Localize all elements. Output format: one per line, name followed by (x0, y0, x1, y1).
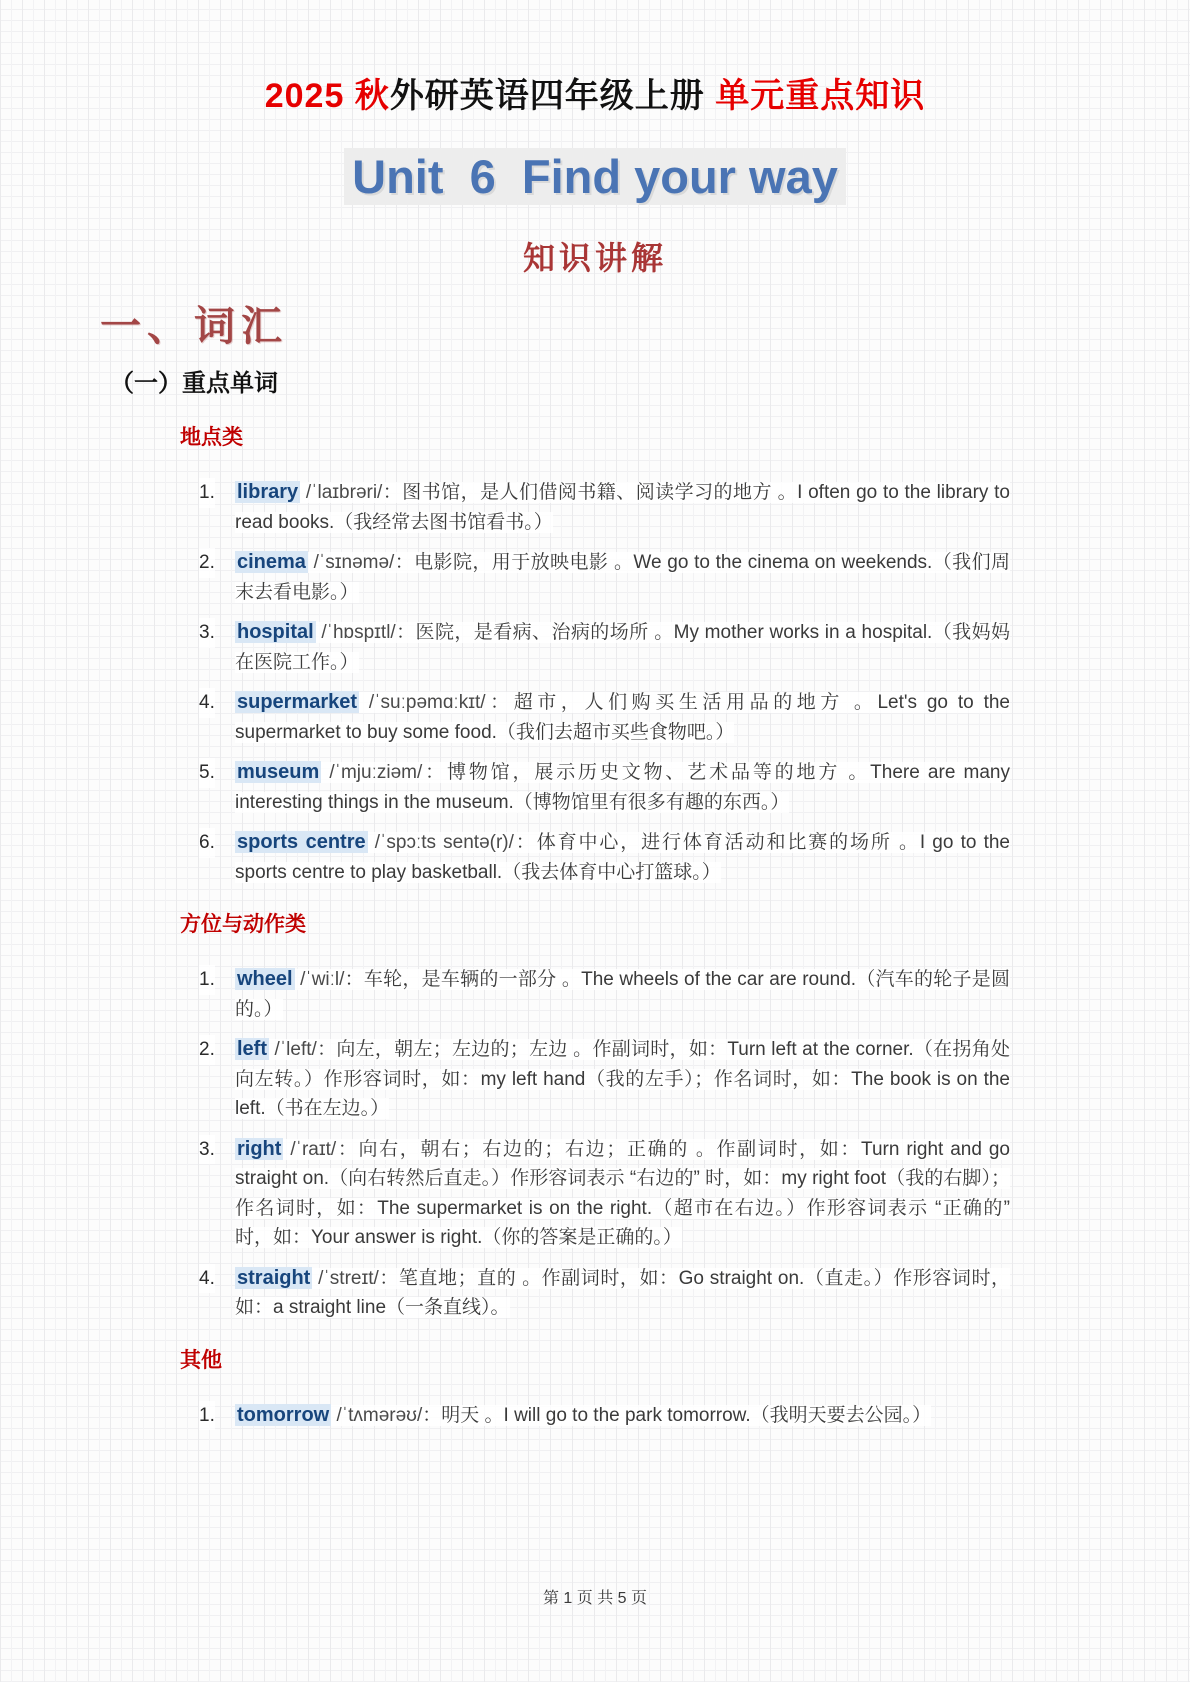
vocab-item (199, 478, 1010, 537)
vocab-item (199, 1264, 1010, 1323)
vocab-word: tomorrow (237, 1403, 330, 1426)
vocab-word: wheel (237, 968, 293, 990)
vocab-definition: ：体育中心，进行体育活动和比赛的场所 。I go to the sports centre to play basketball.（我去体育中心打篮球。） (235, 832, 1011, 883)
vocab-definition: ：明天 。I will go to the park tomorrow.（我明天要去公园。） (422, 1404, 932, 1426)
vocab-item-number: 6. (199, 828, 215, 858)
vocab-group-heading: 地点类 (180, 426, 243, 449)
vocab-list (199, 478, 1011, 887)
unit-title-text: Unit 6 Find your way (344, 148, 846, 205)
vocab-phonetic: /ˈraɪt/ (283, 1138, 337, 1160)
vocab-item (199, 1401, 1010, 1431)
vocab-phonetic: /ˈhɒspɪtl/ (315, 622, 396, 643)
vocab-phonetic: /ˈtʌmərəʊ/ (331, 1404, 423, 1426)
vocab-word: library (237, 481, 299, 503)
vocab-word: supermarket (237, 691, 358, 713)
vocab-word: sports centre (237, 831, 366, 853)
vocab-item (199, 758, 1010, 817)
vocab-item-number: 3. (199, 618, 215, 648)
vocab-phonetic: /ˈstreɪt/ (312, 1267, 379, 1289)
vocab-phonetic: /ˈlaɪbrəri/ (300, 482, 383, 503)
vocab-item-number: 4. (199, 1264, 215, 1294)
vocab-definition: ：笔直地；直的 。作副词时，如：Go straight on.（直走。）作形容词时，如：a straight line（一条直线）。 (235, 1267, 1010, 1318)
vocab-group-heading: 方位与动作类 (180, 913, 306, 936)
page-title-part3: 单元重点知识 (704, 77, 926, 115)
vocab-list (199, 1401, 1010, 1431)
vocab-definition: ：向右，朝右；右边的；右边；正确的 。作副词时，如：Turn right and go straight on.（向右转然后直走。）作形容词表示 “右边的” 时，如：my right foot（我的右脚）；作名词时，如：The supermarket is on the right.（超市在右边。）作形容词表示 “正确的” 时，如：Your answer is right.（你的答案是正确的。） (235, 1138, 1010, 1248)
vocab-word: hospital (237, 621, 314, 643)
vocab-item (199, 1135, 1010, 1253)
vocab-word: straight (237, 1266, 311, 1289)
vocab-item-number: 1. (199, 478, 215, 508)
vocab-groups-container (100, 424, 1090, 1430)
vocab-item-number: 1. (199, 965, 215, 995)
vocab-phonetic: /ˈleft/ (269, 1039, 317, 1060)
vocab-item-number: 4. (199, 688, 215, 718)
vocab-definition: ：博物馆，展示历史文物、艺术品等的地方 。There are many interesting things in the museum.（博物馆里有很多有趣的东西。） (235, 762, 1010, 813)
vocab-word: museum (237, 761, 320, 783)
vocab-item (199, 828, 1011, 887)
vocab-group (100, 1347, 1090, 1431)
vocab-item-number: 2. (199, 548, 215, 578)
page-title (100, 0, 1090, 120)
vocab-group (100, 911, 1090, 1323)
section-vocabulary-heading: 一、词汇 (100, 303, 288, 349)
vocab-group (100, 424, 1090, 887)
vocab-phonetic: /ˈsɪnəmə/ (307, 552, 395, 573)
vocab-item-number: 3. (199, 1135, 215, 1165)
vocab-word: left (237, 1038, 267, 1060)
vocab-word: cinema (237, 551, 306, 573)
vocab-item-number: 2. (199, 1035, 215, 1065)
vocab-item (199, 688, 1010, 747)
vocab-item-number: 5. (199, 758, 215, 788)
subtitle-knowledge-explanation: 知识讲解 (522, 240, 667, 276)
page-footer: 第 1 页 共 5 页 (542, 1590, 648, 1607)
vocab-phonetic: /ˈspɔːts sentə(r)/ (367, 832, 514, 853)
vocab-item (199, 548, 1010, 607)
unit-title (100, 146, 1090, 208)
vocab-phonetic: /ˈwiːl/ (294, 969, 345, 990)
vocab-item (199, 618, 1010, 677)
vocab-phonetic: /ˈsuːpəmɑːkɪt/ (359, 692, 486, 713)
vocab-item-number: 1. (199, 1401, 215, 1431)
vocab-word: right (237, 1137, 282, 1160)
vocab-group-heading: 其他 (180, 1348, 222, 1372)
subsection-key-words-heading: （一）重点单词 (110, 371, 278, 397)
vocab-item (199, 1035, 1011, 1124)
vocab-definition: ：图书馆，是人们借阅书籍、阅读学习的地方 。I often go to the library to read books.（我经常去图书馆看书。） (235, 482, 1010, 533)
vocab-definition: ：车轮，是车辆的一部分 。The wheels of the car are round.（汽车的轮子是圆的。） (235, 969, 1011, 1020)
page-title-part2: 外研英语四年级上册 (389, 77, 705, 115)
vocab-definition: ：超市，人们购买生活用品的地方 。Let's go to the supermarket to buy some food.（我们去超市买些食物吧。） (235, 692, 1010, 743)
page-title-part1: 2025 秋 (264, 77, 390, 115)
vocab-phonetic: /ˈmjuːziəm/ (321, 762, 423, 783)
vocab-definition: ：医院，是看病、治病的场所 。My mother works in a hospital.（我妈妈在医院工作。） (235, 622, 1010, 673)
vocab-definition: ：电影院，用于放映电影 。We go to the cinema on weekends.（我们周末去看电影。） (235, 552, 1010, 603)
vocab-list (199, 965, 1011, 1323)
vocab-item (199, 965, 1011, 1024)
vocab-definition: ：向左，朝左；左边的；左边 。作副词时，如：Turn left at the corner.（在拐角处向左转。）作形容词时，如：my left hand（我的左手）；作名词时，如：The book is on the left.（书在左边。） (235, 1039, 1011, 1119)
